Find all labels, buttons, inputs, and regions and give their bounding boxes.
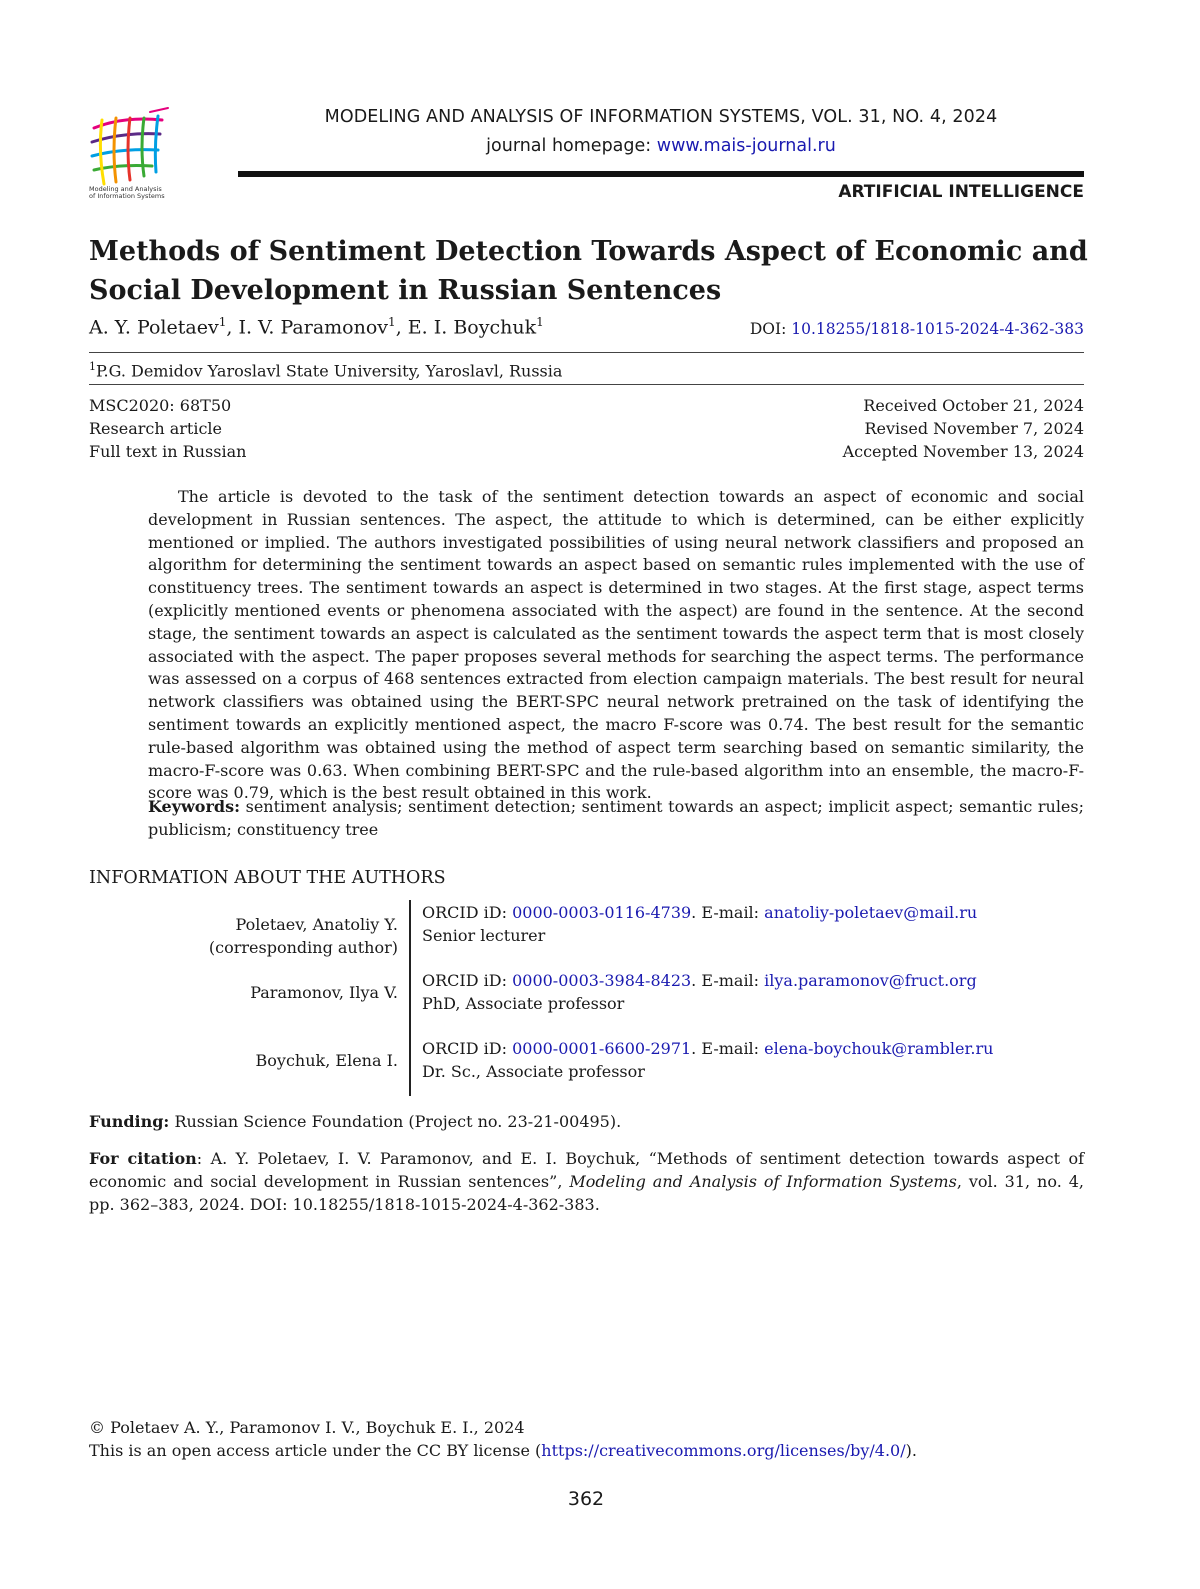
license-link[interactable]: https://creativecommons.org/licenses/by/4.0/ [541,1441,906,1460]
author-fullname: Poletaev, Anatoliy Y. [235,915,398,934]
author-affil-sup: 1 [388,315,396,329]
author-separator: , [395,316,408,339]
author-name: I. V. Paramonov [238,316,389,339]
article-meta-left [89,394,246,463]
author-position: Dr. Sc., Associate professor [422,1062,645,1081]
citation-text: : A. Y. Poletaev, I. V. Paramonov, and E. I. Boychuk, “Methods of sentiment detection towards aspect of economic and social development in Russian sentences”, [89,1149,1084,1191]
license [89,1439,917,1462]
author-separator: , [226,316,239,339]
email-label: E-mail: [701,1039,760,1058]
author-row-name [88,1049,398,1072]
page-number: 362 [567,1488,605,1510]
full-text-language: Full text in Russian [89,442,247,461]
funding-label: Funding: [89,1112,170,1131]
article-type: Research article [89,419,223,438]
email-link[interactable]: anatoliy-poletaev@mail.ru [764,903,978,922]
author-row-info: ORCID iD: 0000-0001-6600-2971. E-mail: elena-boychouk@rambler.ru Dr. Sc., Associate professor [422,1039,994,1081]
author-affil-sup: 1 [218,315,227,329]
email-link[interactable]: ilya.paramonov@fruct.org [764,971,977,990]
journal-homepage [238,136,1084,156]
msc-code: MSC2020: 68T50 [89,396,232,415]
orcid-link[interactable]: 0000-0003-3984-8423 [512,971,692,990]
divider [89,352,1084,353]
accepted-date: Accepted November 13, 2024 [842,442,1084,461]
orcid-label: ORCID iD: [422,903,507,922]
doi-link[interactable]: 10.18255/1818-1015-2024-4-362-383 [791,320,1084,338]
affiliation-sup: 1 [89,360,96,373]
funding-text: Russian Science Foundation (Project no. 23-21-00495). [174,1112,622,1131]
funding [89,1112,621,1131]
author-position: PhD, Associate professor [422,994,625,1013]
doi [650,320,1084,338]
author-fullname: Paramonov, Ilya V. [250,983,398,1002]
email-label: E-mail: [701,903,760,922]
journal-logo [88,106,170,202]
author-row-name [88,913,398,959]
doi-label: DOI: [749,320,787,338]
section-label: ARTIFICIAL INTELLIGENCE [838,182,1084,202]
orcid-link[interactable]: 0000-0001-6600-2971 [512,1039,692,1058]
email-label: E-mail: [701,971,760,990]
author-row-info: ORCID iD: 0000-0003-3984-8423. E-mail: ilya.paramonov@fruct.org PhD, Associate professor [422,971,977,1013]
homepage-link[interactable]: www.mais-journal.ru [656,136,836,156]
keywords [148,796,1084,842]
logo-text-1: Modeling and Analysis [89,185,162,193]
logo-text-2: of Information Systems [89,192,165,200]
license-text-end: ). [905,1441,917,1460]
authors-info-heading: INFORMATION ABOUT THE AUTHORS [89,868,446,888]
author-affil-sup: 1 [536,315,544,329]
header-rule [238,171,1084,177]
divider [89,384,1084,385]
orcid-label: ORCID iD: [422,1039,507,1058]
author-list [89,315,544,338]
keywords-text: sentiment analysis; sentiment detection; sentiment towards an aspect; implicit aspect; semantic rules; publicism; constituency tree [148,797,1085,839]
author-fullname: Boychuk, Elena I. [255,1051,398,1070]
affiliation-text: P.G. Demidov Yaroslavl State University, Yaroslavl, Russia [96,361,563,381]
license-text: This is an open access article under the CC BY license ( [89,1441,542,1460]
citation-text-end: , vol. 31, no. 4, pp. 362–383, 2024. DOI: 10.18255/1818-1015-2024-4-362-383. [89,1172,1084,1214]
revised-date: Revised November 7, 2024 [864,419,1084,438]
author-row-info: ORCID iD: 0000-0003-0116-4739. E-mail: anatoliy-poletaev@mail.ru Senior lecturer [422,903,978,945]
affiliation [89,360,562,380]
keywords-label: Keywords: [148,797,241,816]
journal-name: MODELING AND ANALYSIS OF INFORMATION SYSTEMS, VOL. 31, NO. 4, 2024 [324,107,998,127]
author-position: Senior lecturer [422,926,546,945]
author-name: A. Y. Poletaev [89,316,219,339]
abstract: The article is devoted to the task of the sentiment detection towards an aspect of economic and social development in Russian sentences. The aspect, the attitude to which is determined, can be either explicitly mentioned or implied. The authors investigated possibilities of using neural network classifiers and proposed an algorithm for determining the sentiment towards an aspect based on semantic rules implemented with the use of constituency trees. The sentiment towards an aspect is determined in two stages. At the first stage, aspect terms (explicitly mentioned events or phenomena associated with the aspect) are found in the sentence. At the second stage, the sentiment towards an aspect is calculated as the sentiment towards the aspect term that is most closely associated with the aspect. The paper proposes several methods for searching the aspect terms. The performance was assessed on a corpus of 468 sentences extracted from election campaign materials. The best result for neural network classifiers was obtained using the BERT-SPC neural network pretrained on the task of identifying the sentiment towards an explicitly mentioned aspect, the macro F-score was 0.74. The best result for the semantic rule-based algorithm was obtained using the method of aspect term searching based on semantic similarity, the macro-F-score was 0.63. When combining BERT-SPC and the rule-based algorithm into an ensemble, the macro-F-score was 0.79, which is the best result obtained in this work. [148,487,1084,803]
author-note: (corresponding author) [208,938,398,957]
email-link[interactable]: elena-boychouk@rambler.ru [764,1039,994,1058]
article-dates [700,394,1084,463]
article-title: Methods of Sentiment Detection Towards Aspect of Economic and Social Development in Russian Sentences [89,236,1088,306]
received-date: Received October 21, 2024 [863,396,1084,415]
citation [89,1147,1084,1216]
citation-journal: Modeling and Analysis of Information Systems [569,1172,957,1191]
authors-table-divider [409,900,411,1096]
copyright: © Poletaev A. Y., Paramonov I. V., Boychuk E. I., 2024 [89,1418,525,1437]
copyright-block [89,1416,917,1462]
author-name: E. I. Boychuk [407,316,537,339]
citation-label: For citation [89,1149,197,1168]
homepage-label: journal homepage: [486,136,652,156]
author-row-name [88,981,398,1004]
orcid-link[interactable]: 0000-0003-0116-4739 [512,903,692,922]
orcid-label: ORCID iD: [422,971,507,990]
